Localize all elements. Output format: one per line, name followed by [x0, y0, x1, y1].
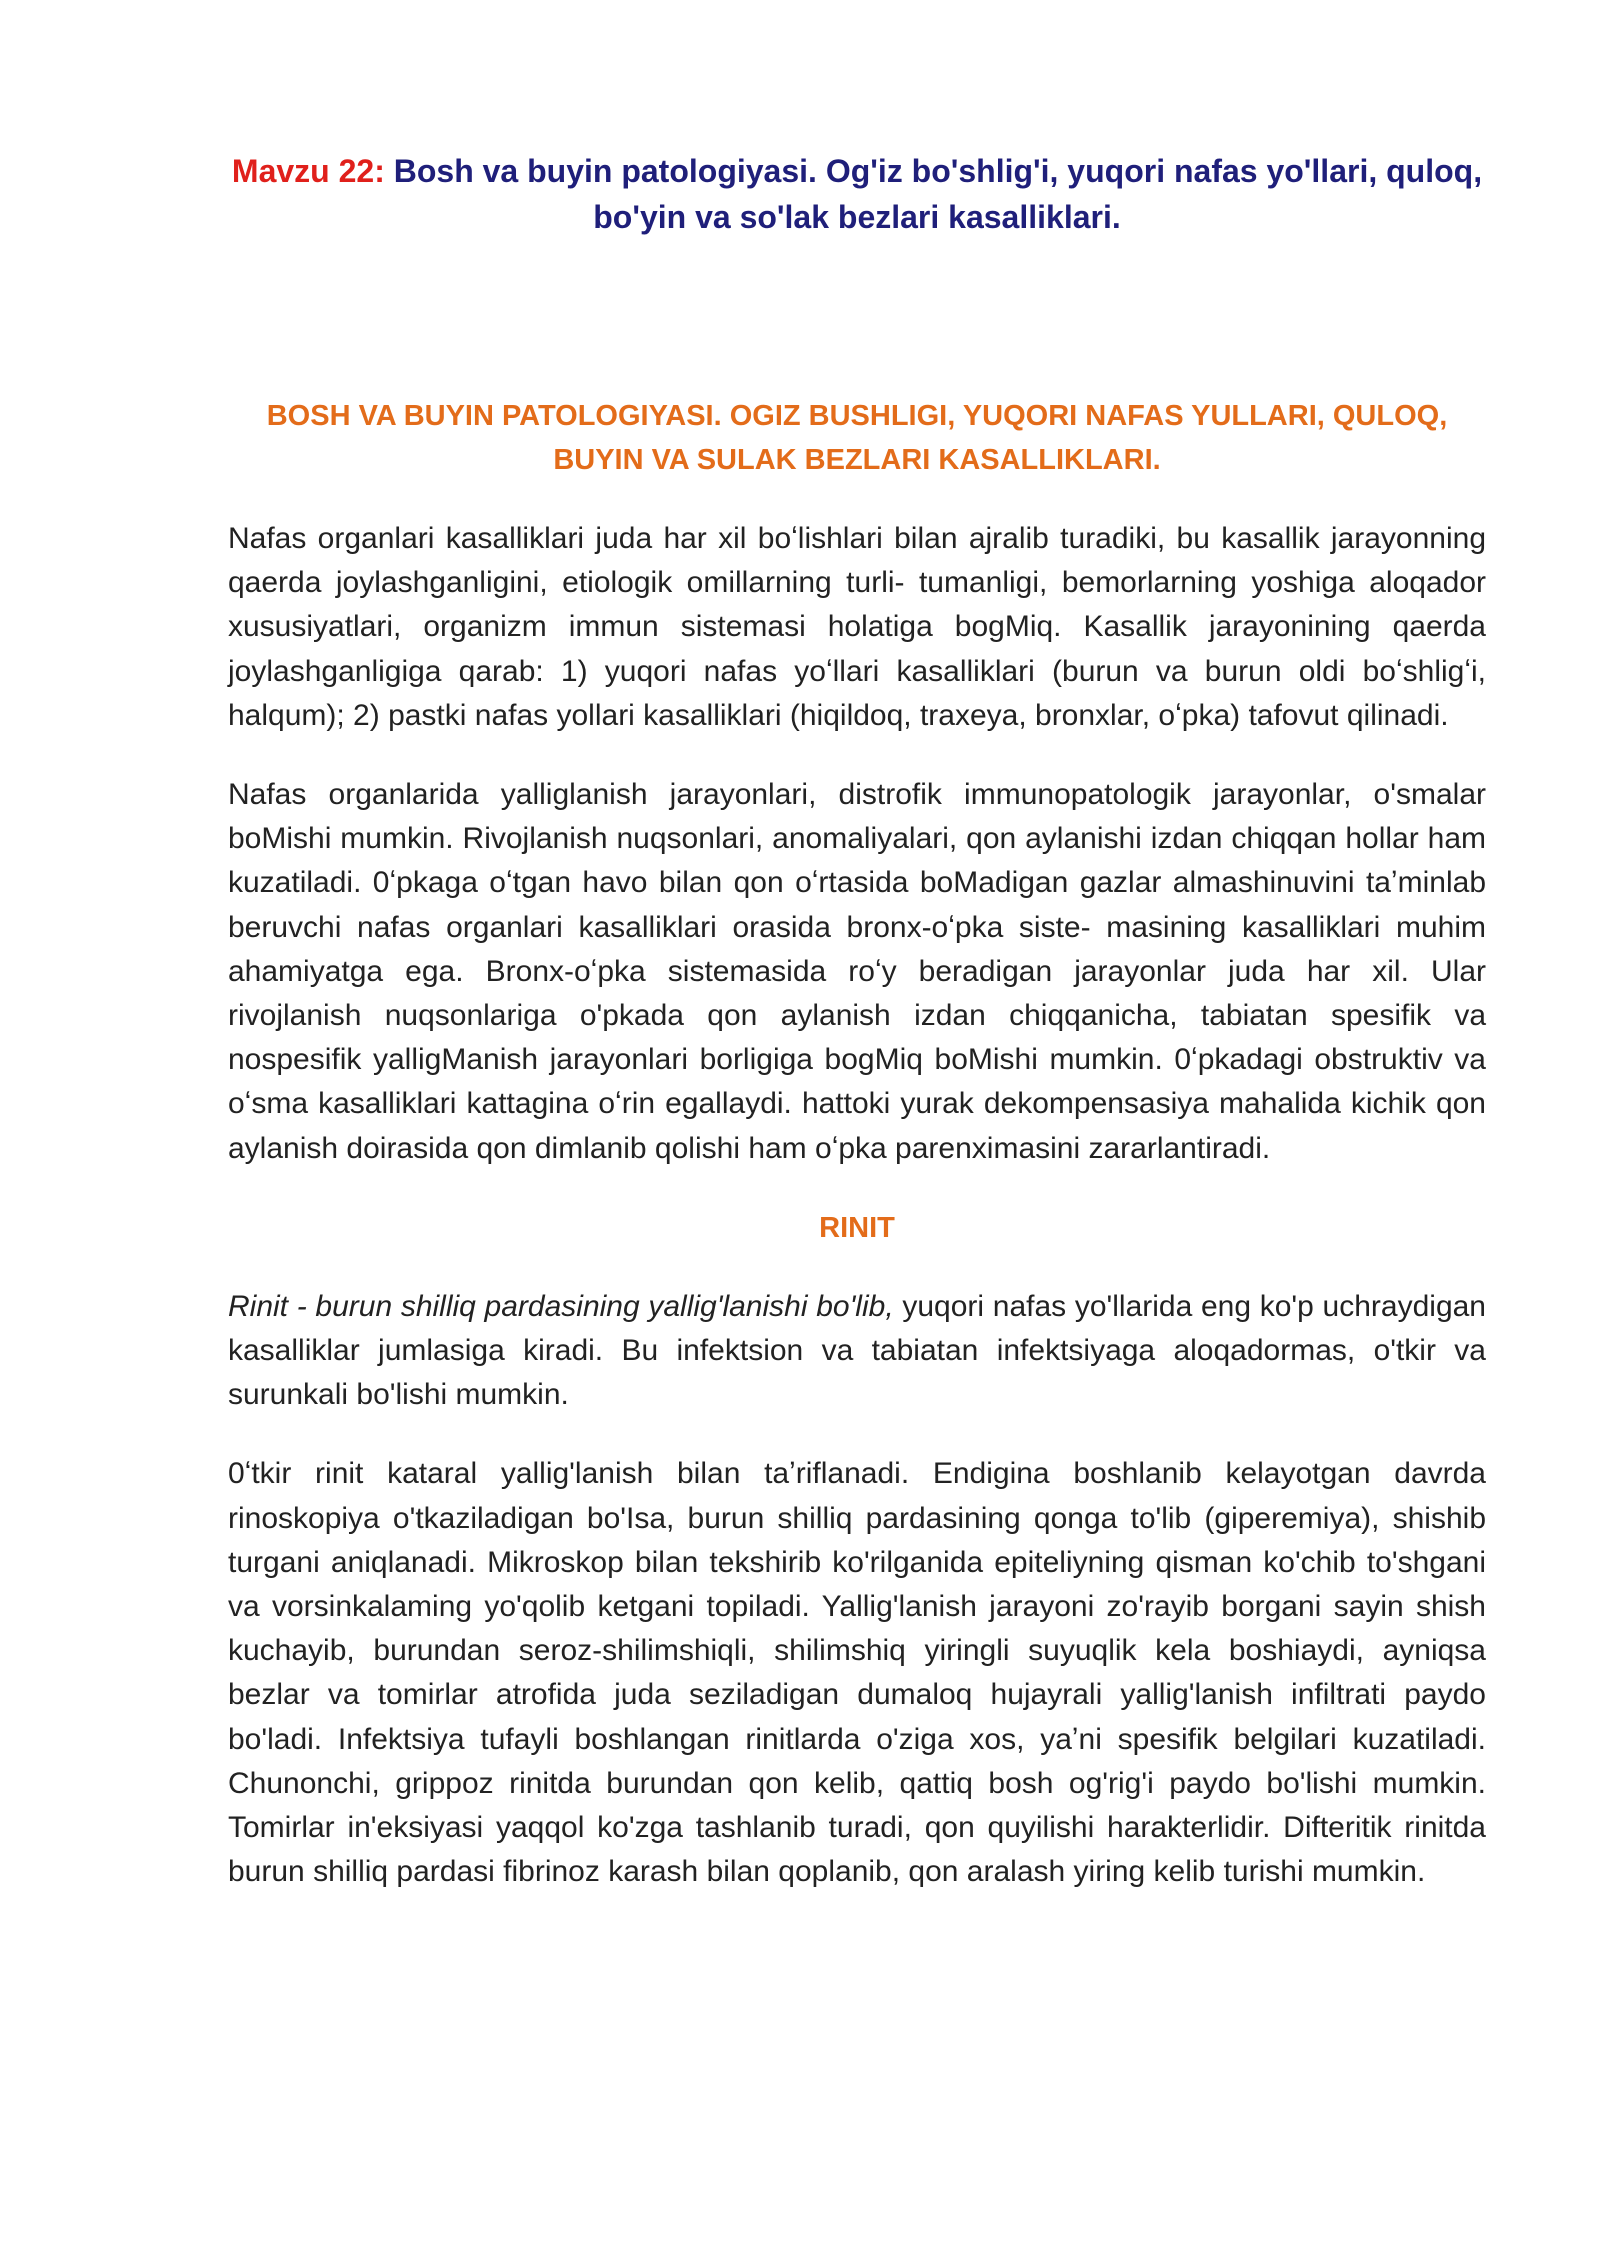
topic-label: Mavzu 22: — [231, 153, 385, 189]
paragraph-respiratory-overview: Nafas organlari kasalliklari juda har xil boʻlishlari bilan ajralib turadiki, bu kasallik jarayonning qaerda joylashganligini, etiologik omillarning turli- tumanligi, bemorlarning yoshiga aloqador xususiyatlari, organizm immun sistemasi holatiga bogMiq. Kasallik jarayonining qaerda joylashganligiga qarab: 1) yuqori nafas yoʻllari kasalliklari (burun va burun oldi boʻshligʻi, halqum); 2) pastki nafas yollari kasalliklari (hiqildoq, traxeya, bronxlar, oʻpka) tafovut qilinadi. — [228, 522, 1486, 732]
topic-text: Bosh va buyin patologiyasi. Og'iz bo'shlig'i, yuqori nafas yo'llari, quloq, bo'yin va so'lak bezlari kasalliklari. — [393, 153, 1483, 235]
paragraph-respiratory-processes: Nafas organlarida yalliglanish jarayonlari, distrofik immunopatologik jarayonlar, o'smalar boMishi mumkin. Rivojlanish nuqsonlari, anomaliyalari, qon aylanishi izdan chiqqan hollar ham kuzatiladi. 0ʻpkaga oʻtgan havo bilan qon oʻrtasida boMadigan gazlar almashinuvini taʼminlab beruvchi nafas organlari kasalliklari orasida bronx-oʻpka siste- masining kasalliklari muhim ahamiyatga ega. Bronx-oʻpka sistemasida roʻy beradigan jarayonlar juda har xil. Ular rivojlanish nuqsonlariga o'pkada qon aylanish izdan chiqqanicha, tabiatan spesifik va nospesifik yalligManish jarayonlari borligiga bogMiq boMishi mumkin. 0ʻpkadagi obstruktiv va oʻsma kasalliklari kattagina oʻrin egallaydi. hattoki yurak dekompensasiya mahalida kichik qon aylanish doirasida qon dimlanib qolishi ham oʻpka parenximasini zararlantiradi. — [228, 778, 1486, 1165]
paragraph-rinit-definition — [228, 1285, 1486, 1418]
rinit-definition-italic: Rinit - burun shilliq pardasining yallig'lanishi bo'lib, — [228, 1289, 894, 1323]
topic-heading — [228, 148, 1486, 240]
paragraph-acute-rinit: 0ʻtkir rinit kataral yallig'lanish bilan taʼriflanadi. Endigina boshlanib kelayotgan davrda rinoskopiya o'tkaziladigan bo'Isa, burun shilliq pardasining qonga to'lib (giperemiya), shishib turgani aniqlanadi. Mikroskop bilan tekshirib ko'rilganida epiteliyning qisman ko'chib to'shgani va vorsinkalaming yo'qolib ketgani topiladi. Yallig'lanish jarayoni zo'rayib borgani sayin shish kuchayib, burundan seroz-shilimshiqli, shilimshiq yiringli suyuqlik kela boshiaydi, ayniqsa bezlar va tomirlar atrofida juda seziladigan dumaloq hujayrali yallig'lanish infiltrati paydo bo'ladi. Infektsiya tufayli boshlangan rinitlarda o'ziga xos, yaʼni spesifik belgilari kuzatiladi. Chunonchi, grippoz rinitda burundan qon kelib, qattiq bosh og'rig'i paydo bo'lishi mumkin. Tomirlar in'eksiyasi yaqqol ko'zga tashlanib turadi, qon quyilishi harakterlidir. Difteritik rinitda burun shilliq pardasi fibrinoz karash bilan qoplanib, qon aralash yiring kelib turishi mumkin. — [228, 1457, 1486, 1889]
section-title: BOSH VA BUYIN PATOLOGIYASI. OGIZ BUSHLIGI, YUQORI NAFAS YULLARI, QULOQ, BUYIN VA SULAK BEZLARI KASALLIKLARI. — [266, 400, 1448, 476]
document-page — [228, 148, 1486, 1894]
rinit-definition-rest: yuqori nafas yo'llarida eng ko'p uchraydigan kasalliklar jumlasiga kiradi. Bu infektsion va tabiatan infektsiyaga aloqadormas, o'tkir va surunkali bo'lishi mumkin. — [228, 1289, 1486, 1412]
rinit-title: RINIT — [819, 1211, 895, 1244]
